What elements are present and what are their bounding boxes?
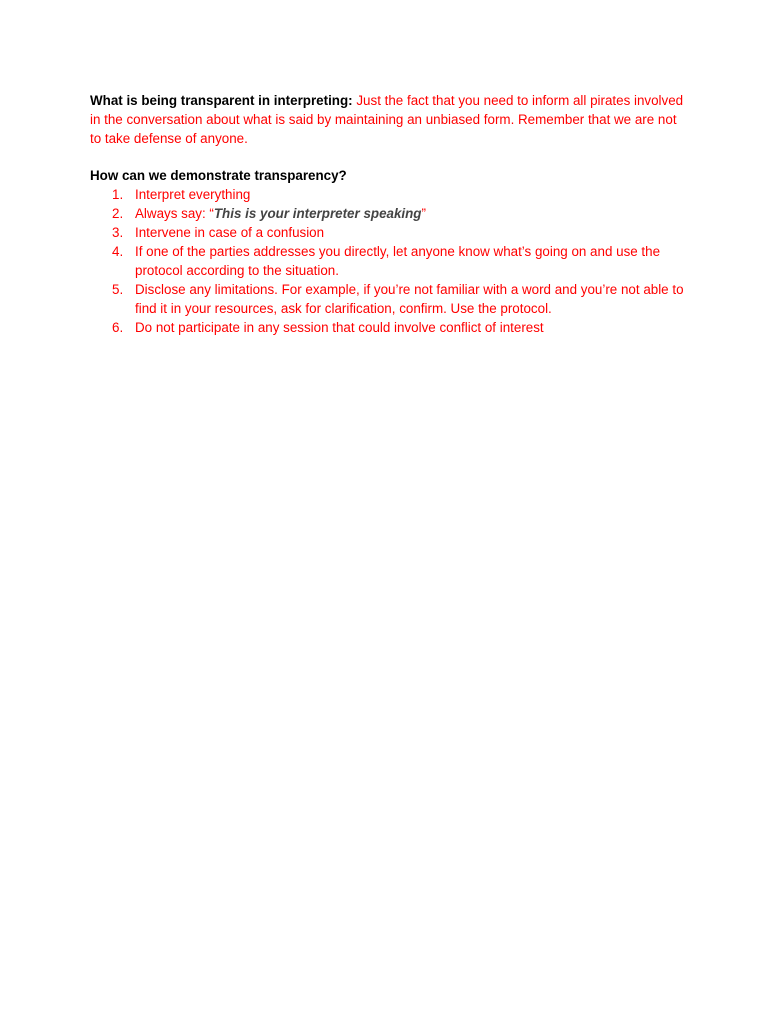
list-item-suffix: ” — [421, 206, 426, 221]
list-item-text: Do not participate in any session that could involve conflict of interest — [135, 320, 544, 335]
list-item — [90, 318, 690, 337]
list-item — [90, 223, 690, 242]
list-item-prefix: Always say: “ — [135, 206, 214, 221]
definition-answer: Just the fact that you need to inform all pirates involved in the conversation about what is said by maintaining an unbiased form. Remember that we are not to take defense of anyone. — [90, 93, 684, 146]
list-item-text: Disclose any limitations. For example, if you’re not familiar with a word and you’re not able to find it in your resources, ask for clarification, confirm. Use the protocol. — [135, 282, 684, 316]
list-item-emphasis: This is your interpreter speaking — [213, 206, 422, 221]
list-item-number: 2. — [112, 206, 124, 221]
list-item-text: If one of the parties addresses you directly, let anyone know what’s going on and use the protocol according to the situation. — [135, 244, 661, 278]
paragraph-spacer — [90, 148, 690, 166]
list-item — [90, 242, 690, 280]
list-item-number: 4. — [112, 244, 124, 259]
list-item — [90, 204, 690, 223]
list-item — [90, 185, 690, 204]
list-item-text: Interpret everything — [135, 187, 251, 202]
document-page — [90, 91, 690, 337]
list-item-number: 3. — [112, 225, 124, 240]
list-item — [90, 280, 690, 318]
question-heading: How can we demonstrate transparency? — [90, 168, 347, 183]
definition-paragraph — [90, 91, 690, 148]
list-item-number: 1. — [112, 187, 124, 202]
list-item-text: Intervene in case of a confusion — [135, 225, 325, 240]
definition-label: What is being transparent in interpreting: — [90, 93, 353, 108]
list-item-number: 5. — [112, 282, 124, 297]
transparency-list — [90, 185, 690, 337]
list-item-number: 6. — [112, 320, 124, 335]
